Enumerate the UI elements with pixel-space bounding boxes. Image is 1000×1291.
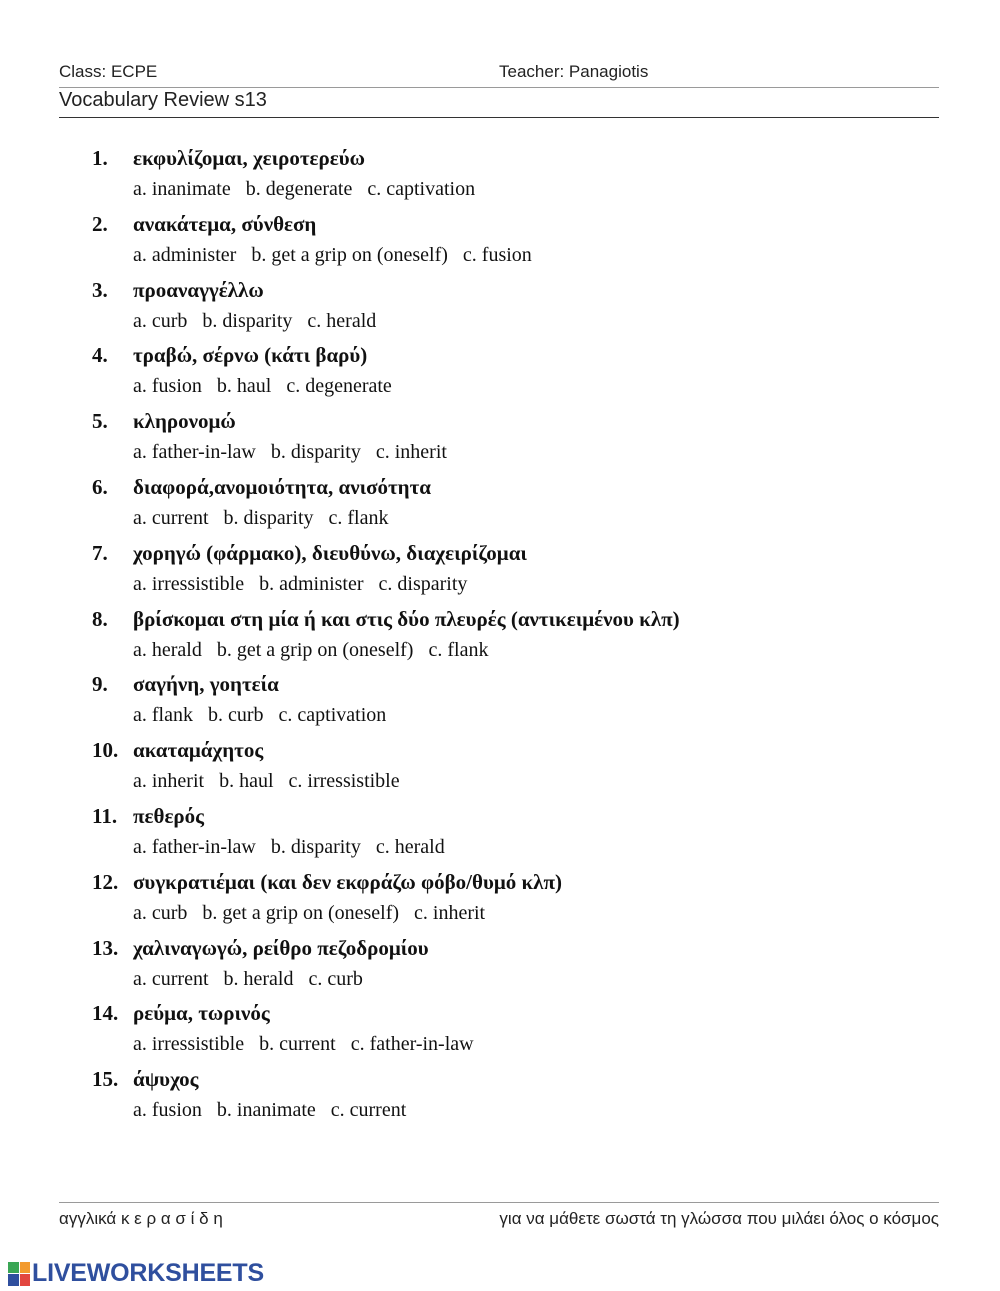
question-prompt: πεθερός (133, 803, 205, 828)
answer-option[interactable]: c. curb (308, 967, 363, 990)
answer-options (133, 439, 447, 465)
answer-option[interactable]: b. get a grip on (oneself) (202, 901, 400, 924)
liveworksheets-mark-icon (8, 1262, 30, 1286)
answer-options (133, 768, 400, 794)
answer-option[interactable]: c. captivation (278, 704, 387, 727)
header-divider (59, 87, 939, 88)
title-divider (59, 117, 939, 118)
question-prompt: προαναγγέλλω (133, 277, 264, 302)
question-list (0, 144, 1000, 1131)
question-number: 4. (92, 343, 108, 368)
answer-option[interactable]: b. administer (259, 572, 364, 595)
question-prompt: συγκρατιέμαι (και δεν εκφράζω φόβο/θυμό κλπ) (133, 869, 562, 894)
answer-option[interactable]: a. father-in-law (133, 441, 256, 464)
question-prompt: ακαταμάχητος (133, 738, 264, 763)
answer-option[interactable]: a. inanimate (133, 178, 231, 200)
answer-options (133, 373, 392, 399)
answer-options (133, 1097, 406, 1123)
answer-option[interactable]: c. fusion (462, 243, 532, 266)
answer-option[interactable]: a. irressistible (133, 1033, 245, 1056)
answer-option[interactable]: b. get a grip on (oneself) (251, 243, 448, 266)
question-number: 14. (92, 1001, 119, 1026)
question-item (0, 473, 1000, 539)
question-prompt: σαγήνη, γοητεία (133, 672, 279, 697)
answer-option[interactable]: a. curb (133, 901, 188, 924)
question-prompt: διαφορά,ανομοιότητα, ανισότητα (133, 474, 432, 499)
question-number: 2. (92, 211, 108, 236)
header (59, 62, 939, 82)
question-item (0, 1065, 1000, 1131)
question-number: 7. (92, 540, 108, 565)
footer-left-text: αγγλικά κ ε ρ α σ ί δ η (59, 1209, 223, 1228)
answer-option[interactable]: c. herald (307, 309, 377, 332)
question-number: 12. (92, 869, 119, 894)
answer-option[interactable]: c. disparity (378, 572, 468, 595)
footer-divider (59, 1202, 939, 1203)
class-label: Class: ECPE (59, 62, 158, 81)
answer-option[interactable]: b. disparity (223, 506, 314, 529)
answer-option[interactable]: b. curb (207, 704, 264, 727)
answer-option[interactable]: b. disparity (270, 835, 361, 858)
question-item (0, 999, 1000, 1065)
answer-options (133, 242, 532, 268)
question-number: 9. (92, 672, 108, 697)
logo-text: LIVEWORKSHEETS (32, 1259, 264, 1287)
question-prompt: ρεύμα, τωρινός (133, 1001, 270, 1026)
question-number: 13. (92, 935, 119, 960)
answer-option[interactable]: c. captivation (367, 178, 476, 200)
answer-option[interactable]: c. current (330, 1099, 407, 1122)
question-item (0, 276, 1000, 342)
answer-options (133, 834, 445, 860)
question-item (0, 210, 1000, 276)
question-number: 5. (92, 409, 108, 434)
answer-option[interactable]: a. fusion (133, 1099, 202, 1122)
answer-option[interactable]: a. inherit (133, 770, 205, 793)
answer-option[interactable]: b. disparity (202, 309, 293, 332)
question-item (0, 802, 1000, 868)
question-number: 6. (92, 474, 108, 499)
question-number: 8. (92, 606, 108, 631)
answer-option[interactable]: a. administer (133, 243, 237, 266)
question-item (0, 736, 1000, 802)
answer-option[interactable]: c. degenerate (286, 375, 392, 398)
answer-option[interactable]: a. fusion (133, 375, 202, 398)
answer-option[interactable]: a. flank (133, 704, 193, 727)
answer-options (133, 966, 363, 992)
answer-option[interactable]: b. haul (219, 770, 274, 793)
question-number: 1. (92, 146, 108, 170)
answer-options (133, 702, 386, 728)
question-number: 11. (92, 803, 118, 828)
worksheet-title: Vocabulary Review s13 (59, 89, 267, 111)
answer-option[interactable]: c. flank (328, 506, 389, 529)
teacher-label: Teacher: Panagiotis (499, 62, 649, 81)
question-number: 3. (92, 277, 108, 302)
answer-option[interactable]: b. disparity (270, 441, 361, 464)
question-prompt: άψυχος (133, 1067, 199, 1092)
question-number: 15. (92, 1067, 119, 1092)
question-prompt: χορηγώ (φάρμακο), διευθύνω, διαχειρίζομαι (133, 540, 527, 565)
answer-option[interactable]: b. get a grip on (oneself) (216, 638, 414, 661)
answer-option[interactable]: a. current (133, 506, 209, 529)
answer-option[interactable]: c. irressistible (288, 770, 400, 793)
question-item (0, 670, 1000, 736)
question-prompt: βρίσκομαι στη μία ή και στις δύο πλευρές (αντικειμένου κλπ) (133, 606, 680, 631)
answer-options (133, 571, 467, 597)
question-prompt: κληρονομώ (133, 409, 236, 434)
question-prompt: χαλιναγωγώ, ρείθρο πεζοδρομίου (133, 935, 429, 960)
question-prompt: εκφυλίζομαι, χειροτερεύω (133, 146, 365, 170)
answer-options (133, 1031, 474, 1057)
answer-options (133, 637, 488, 663)
answer-option[interactable]: b. haul (216, 375, 272, 398)
question-prompt: ανακάτεμα, σύνθεση (133, 211, 317, 236)
question-item (0, 934, 1000, 1000)
answer-options (133, 900, 485, 926)
answer-option[interactable]: c. inherit (414, 901, 486, 924)
question-item (0, 407, 1000, 473)
question-item (0, 868, 1000, 934)
answer-option[interactable]: b. herald (223, 967, 294, 990)
answer-option[interactable]: c. father-in-law (350, 1033, 474, 1056)
question-prompt: τραβώ, σέρνω (κάτι βαρύ) (133, 343, 368, 368)
answer-options (133, 505, 389, 531)
answer-options (133, 176, 475, 202)
footer-right-text: για να μάθετε σωστά τη γλώσσα που μιλάει όλος ο κόσμος (499, 1209, 939, 1228)
answer-option[interactable]: a. curb (133, 309, 188, 332)
answer-option[interactable]: c. herald (375, 835, 445, 858)
answer-option[interactable]: a. herald (133, 638, 202, 661)
answer-option[interactable]: b. degenerate (245, 178, 353, 200)
question-item (0, 605, 1000, 671)
answer-option[interactable]: c. inherit (375, 441, 447, 464)
answer-option[interactable]: b. current (259, 1033, 336, 1056)
question-number: 10. (92, 738, 119, 763)
answer-option[interactable]: a. current (133, 967, 209, 990)
answer-option[interactable]: c. flank (428, 638, 489, 661)
answer-options (133, 308, 376, 334)
question-item (0, 341, 1000, 407)
question-item (0, 144, 1000, 210)
answer-option[interactable]: a. irressistible (133, 572, 245, 595)
liveworksheets-logo[interactable] (8, 1259, 264, 1288)
answer-option[interactable]: b. inanimate (216, 1099, 316, 1122)
answer-option[interactable]: a. father-in-law (133, 835, 256, 858)
question-item (0, 539, 1000, 605)
footer (59, 1209, 939, 1229)
